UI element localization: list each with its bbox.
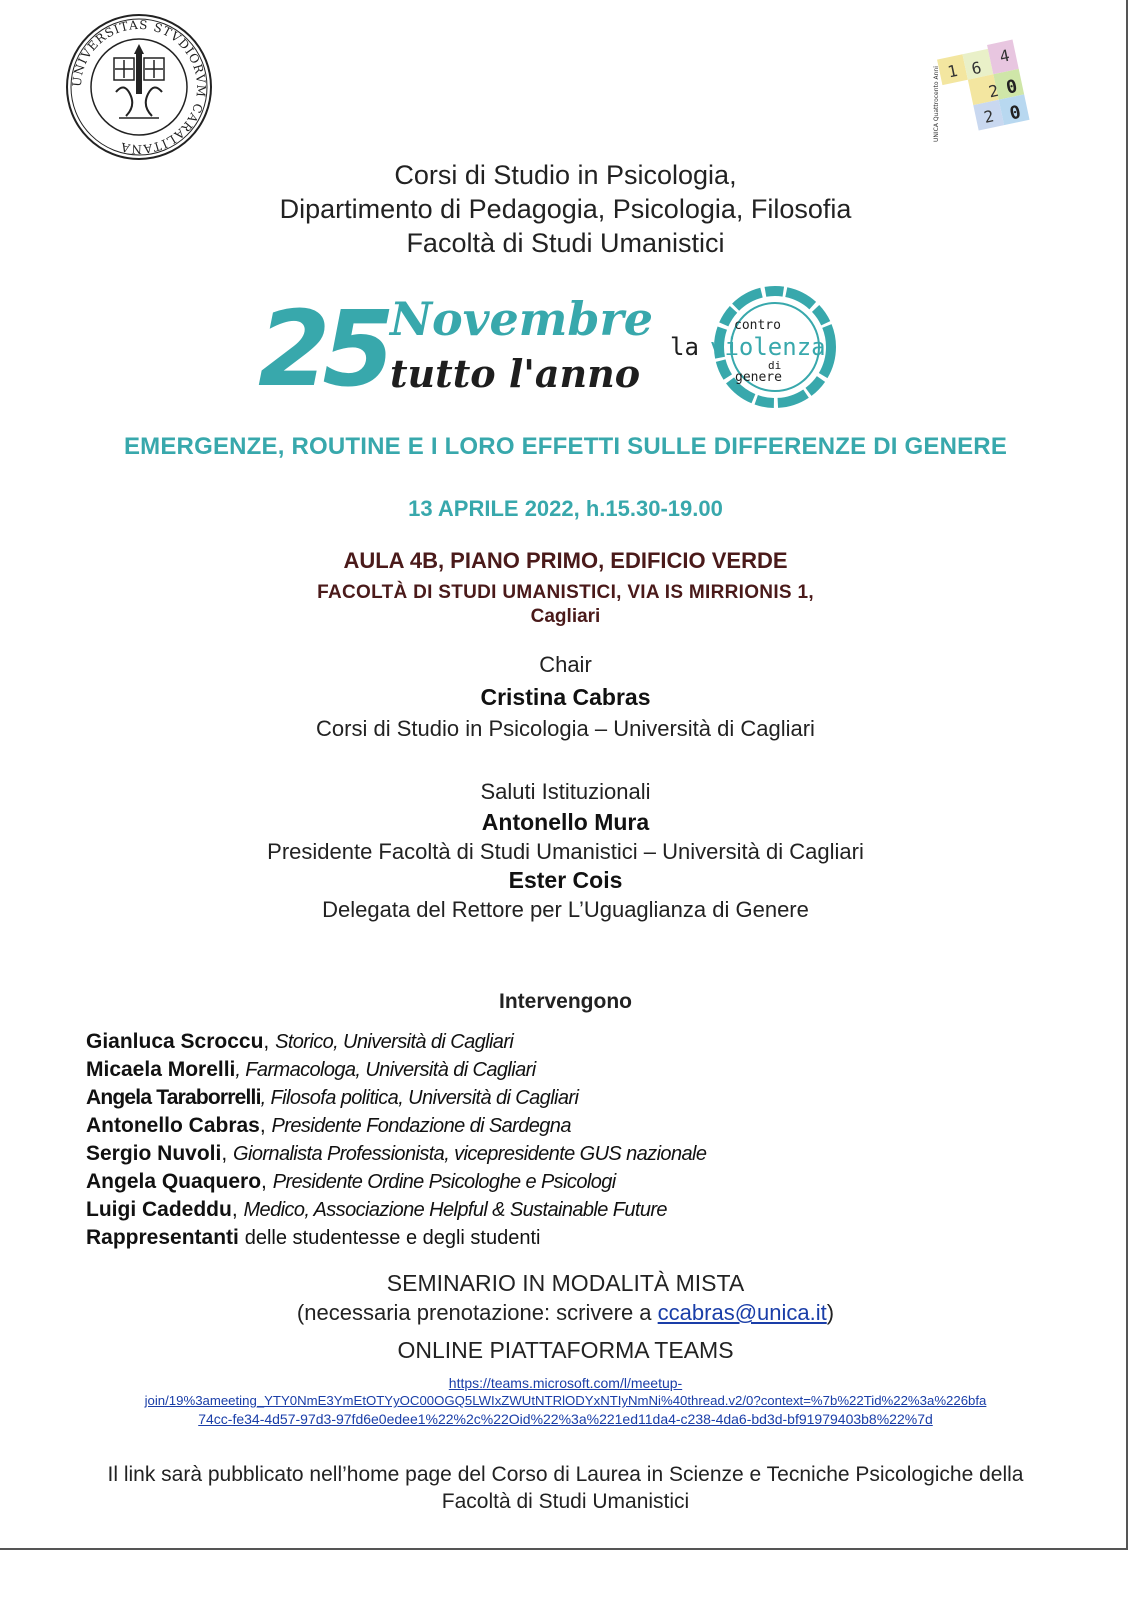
saluti-label: Saluti Istituzionali: [480, 779, 651, 804]
chair-label: Chair: [539, 652, 592, 677]
university-seal-logo: [64, 12, 214, 162]
location-city: Cagliari: [530, 606, 601, 627]
saluti-role-2: Delegata del Rettore per L’Uguaglianza di Genere: [322, 897, 809, 922]
speaker-row: Gianluca Scroccu, Storico, Università di Cagliari: [86, 1030, 514, 1053]
footer-line-1: Il link sarà pubblicato nell’home page del Corso di Laurea in Scienze e Tecniche Psicologiche della: [107, 1463, 1024, 1486]
chair-name: Cristina Cabras: [480, 684, 651, 710]
svg-text:0: 0: [1004, 75, 1020, 99]
speaker-row: Luigi Cadeddu, Medico, Associazione Helpful & Sustainable Future: [86, 1198, 667, 1221]
header-line-2: Dipartimento di Pedagogia, Psicologia, Filosofia: [279, 194, 852, 224]
online-platform: ONLINE PIATTAFORMA TEAMS: [397, 1337, 734, 1363]
svg-text:2: 2: [982, 106, 996, 127]
event-date: 13 APRILE 2022, h.15.30-19.00: [408, 496, 723, 521]
teams-link-line-3[interactable]: 74cc-fe34-4d57-97d3-97fd6e0edee1%22%2c%22Oid%22%3a%221ed11da4-c238-4da6-bd3d-bf91979403b8%22%7d: [198, 1411, 933, 1427]
saluti-name-2: Ester Cois: [508, 867, 623, 893]
header-line-1: Corsi di Studio in Psicologia,: [394, 160, 737, 190]
svg-text:6: 6: [969, 57, 984, 79]
brand-number: 25: [258, 288, 387, 410]
booking-note: (necessaria prenotazione: scrivere a ccabras@unica.it): [296, 1300, 835, 1325]
speaker-row: Antonello Cabras, Presidente Fondazione di Sardegna: [86, 1114, 571, 1137]
location-room: AULA 4B, PIANO PRIMO, EDIFICIO VERDE: [343, 548, 788, 573]
svg-text:genere: genere: [735, 370, 782, 385]
svg-text:la: la: [670, 333, 699, 361]
chair-role: Corsi di Studio in Psicologia – Università di Cagliari: [316, 716, 815, 741]
header-line-3: Facoltà di Studi Umanistici: [406, 228, 725, 258]
seminario-mode: SEMINARIO IN MODALITÀ MISTA: [386, 1270, 745, 1296]
brand-subtitle: tutto l'anno: [390, 351, 641, 396]
unica-400-anni-logo: [922, 34, 1032, 144]
intervengono-label: Intervengono: [498, 990, 632, 1013]
svg-text:contro: contro: [734, 318, 781, 333]
location-address: FACOLTÀ DI STUDI UMANISTICI, VIA IS MIRRIONIS 1,: [317, 582, 814, 603]
svg-text:4: 4: [997, 45, 1012, 67]
speaker-row: Micaela Morelli, Farmacologa, Università di Cagliari: [86, 1058, 536, 1081]
svg-text:1: 1: [945, 60, 960, 82]
svg-text:di: di: [768, 359, 782, 372]
svg-text:violenza: violenza: [710, 333, 826, 361]
svg-text:UNICA Quattrocento Anni: UNICA Quattrocento Anni: [933, 66, 940, 142]
speaker-row: Angela Taraborrelli, Filosofa politica, Università di Cagliari: [86, 1086, 579, 1109]
saluti-name-1: Antonello Mura: [481, 809, 650, 835]
saluti-role-1: Presidente Facoltà di Studi Umanistici – Università di Cagliari: [267, 839, 864, 864]
25-novembre-brand-logo: [258, 285, 898, 415]
teams-link-line-2[interactable]: join/19%3ameeting_YTY0NmE3YmEtOTYyOC00OGQ5LWIxZWUtNTRlODYxNTIyNmNi%40thread.v2/0?context=%7b%22Tid%22%3a%226bfa: [144, 1393, 987, 1408]
svg-text:0: 0: [1007, 101, 1023, 125]
footer-line-2: Facoltà di Studi Umanistici: [441, 1490, 690, 1513]
event-title: EMERGENZE, ROUTINE E I LORO EFFETTI SULLE DIFFERENZE DI GENERE: [123, 433, 1008, 460]
speakers-list: [86, 1028, 706, 1252]
contro-violenza-stamp: [670, 291, 831, 403]
speaker-row: Sergio Nuvoli, Giornalista Professionista, vicepresidente GUS nazionale: [86, 1142, 707, 1165]
brand-word: Novembre: [390, 292, 654, 346]
speaker-row: Angela Quaquero, Presidente Ordine Psicologhe e Psicologi: [86, 1170, 616, 1193]
booking-email-link[interactable]: ccabras@unica.it: [657, 1300, 827, 1325]
svg-text:2: 2: [986, 80, 1001, 102]
teams-link-line-1[interactable]: https://teams.microsoft.com/l/meetup-: [448, 1375, 683, 1391]
department-header: [0, 158, 1131, 260]
seal-text: UNIVERSITAS STVDIORVM CARALITANA: [69, 17, 209, 157]
speaker-row: Rappresentanti delle studentesse e degli studenti: [86, 1226, 541, 1249]
